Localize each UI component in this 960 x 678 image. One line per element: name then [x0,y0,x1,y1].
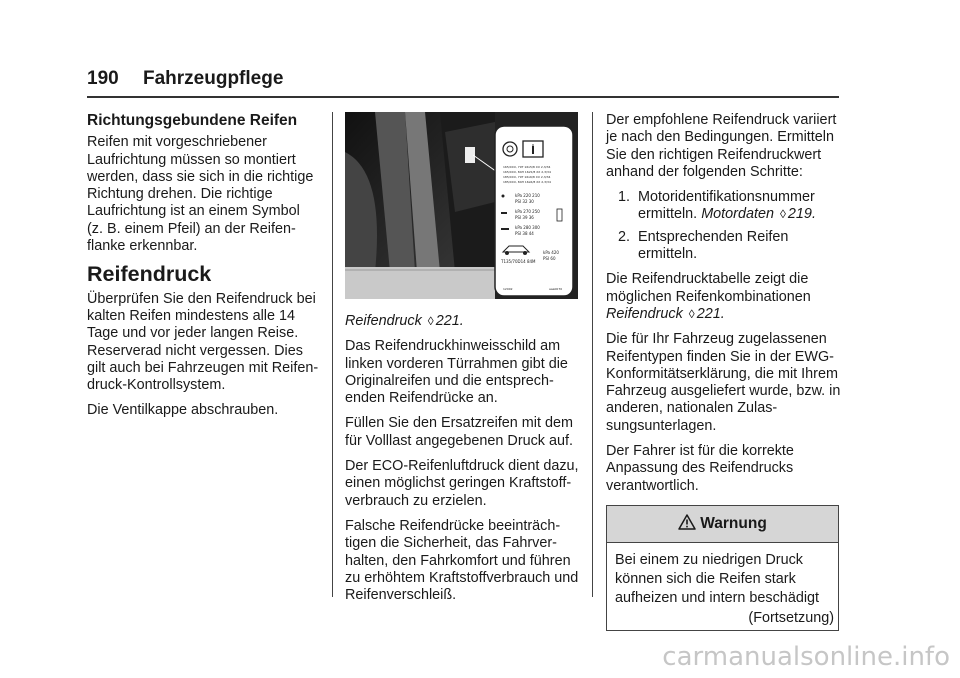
label-row1-psi: PSI 32 30 [515,199,534,204]
paragraph: Der Fahrer ist für die korrekte Anpassung des Reifendrucks verantwortlich. [606,443,794,494]
list-item: 1. Motoridentifikationsnummer ermitteln. Motordaten ◊ 219. [618,189,816,223]
column-right [606,112,842,631]
section-heading-tyre-pressure: Reifendruck [87,262,212,287]
section-heading-directional-tyres: Richtungsgebundene Reifen [87,112,298,129]
label-row1-kpa: kPa 220 210 [515,193,540,198]
label-size-line-3: 185/XXX, 79T 16x6/8 XX 2,3/34 [503,175,551,179]
continued-label: (Fortsetzung) [748,610,834,627]
paragraph: Die Ventilkappe abschrauben. [87,402,279,419]
xref-link[interactable]: Motordaten [701,206,774,223]
column-middle [345,112,581,612]
step-number: 2. [618,228,631,245]
label-row2-kpa: kPa 270 250 [515,209,540,214]
list-item [606,229,842,264]
steps-list [606,189,842,263]
warning-title: Warnung [700,514,767,532]
paragraph: Reifen mit vorgeschriebener Laufrichtung müssen so montiert werden, dass sie sich in die richtige Richtung drehen. Die richtige Laufrichtung ist an einem Symbol (z. B. einem Pfeil) an der Reifen-flanke erkennbar. [87,134,314,255]
header-rule [87,96,839,98]
paragraph-text: Die Reifendrucktabelle zeigt die möglichen Reifenkombinationen [606,271,811,305]
xref-link[interactable]: Reifendruck [345,313,422,329]
column-left [87,112,319,428]
xref-link[interactable]: Reifendruck [606,305,683,322]
warning-header [607,506,838,543]
cross-reference: Reifendruck ◊ 221. [345,313,464,329]
warning-body: Bei einem zu niedrigen Druck können sich die Reifen stark aufheizen und intern beschädigt [615,552,820,607]
label-code: 12002 [503,287,513,291]
step-number: 1. [618,189,631,206]
xref-page[interactable]: 221 [696,305,721,322]
label-row2-psi: PSI 39 36 [515,215,534,220]
paragraph: Das Reifendruckhinweisschild am linken vorderen Türrahmen gibt die Originalreifen und die entsprech-enden Reifendrücke an. [345,338,568,407]
paragraph: Der ECO-Reifenluftdruck dient dazu, einen möglichst geringen Kraftstoff-verbrauch zu erzielen. [345,458,579,509]
xref-page[interactable]: 219 [787,206,812,223]
page-ref-icon: ◊ [427,314,434,328]
door-frame-illustration [345,112,578,299]
paragraph: Der empfohlene Reifendruck variiert je nach den Bedingungen. Ermitteln Sie den richtigen Reifendruckwert anhand der folgenden Schritte: [606,112,837,180]
figure-image-id: aaa0070 [549,287,563,291]
label-size-line-4: 185/XXX, 84H 16x6/8 XX 2,3/34 [503,180,551,184]
label-size-line-1: 165/XXX, 79T 16x5/8 XX 2,3/34 [503,165,551,169]
paragraph: Überprüfen Sie den Reifendruck bei kalten Reifen mindestens alle 14 Tage und vor jeder langen Reise. Reserverad nicht vergessen. Dies gilt auch bei Fahrzeugen mit Reifen-druck-Kontrollsystem. [87,290,319,394]
xref-page[interactable]: 221 [435,313,460,329]
tyre-pressure-label-figure [345,112,578,299]
label-spare-kpa: kPa 420 [543,250,559,255]
label-spare-psi: PSI 60 [543,256,556,261]
section-title: Fahrzeugpflege [143,68,284,89]
column-divider-2 [592,112,593,597]
paragraph: Füllen Sie den Ersatzreifen mit dem für Volllast angegebenen Druck auf. [345,415,574,449]
page-ref-icon: ◊ [688,306,695,321]
column-divider-1 [332,112,333,597]
page-number: 190 [87,68,119,89]
page-ref-icon: ◊ [779,207,786,222]
label-row3-psi: PSI 38 44 [515,231,534,236]
paragraph: Die Reifendrucktabelle zeigt die möglichen Reifenkombinationen Reifendruck ◊ 221. [606,271,811,322]
page-header [87,68,283,90]
step-text: Motoridentifikationsnummer ermitteln. [638,189,815,223]
label-row3-kpa: kPa 280 300 [515,225,540,230]
warning-box [606,505,839,631]
step-text: Entsprechenden Reifen ermitteln. [638,228,789,263]
label-spare-size: T135/70D14 84M [501,259,536,264]
paragraph: Die für Ihr Fahrzeug zugelassenen Reifentypen finden Sie in der EWG-Konformitätserklärung, die mit Ihrem Fahrzeug ausgeliefert wurde, bzw. in anderen, nationalen Zulas-sungsunterlagen. [606,331,841,434]
warning-triangle-icon [678,514,696,534]
watermark: carmanualsonline.info [662,642,950,672]
paragraph: Falsche Reifendrücke beeinträch-tigen die Sicherheit, das Fahrver-halten, den Fahrkomfort und führen zu erhöhtem Kraftstoffverbrauch und Reifenverschleiß. [345,517,579,604]
label-size-line-2: 165/XXX, 84H 16x5/8 XX 2,3/34 [503,170,551,174]
